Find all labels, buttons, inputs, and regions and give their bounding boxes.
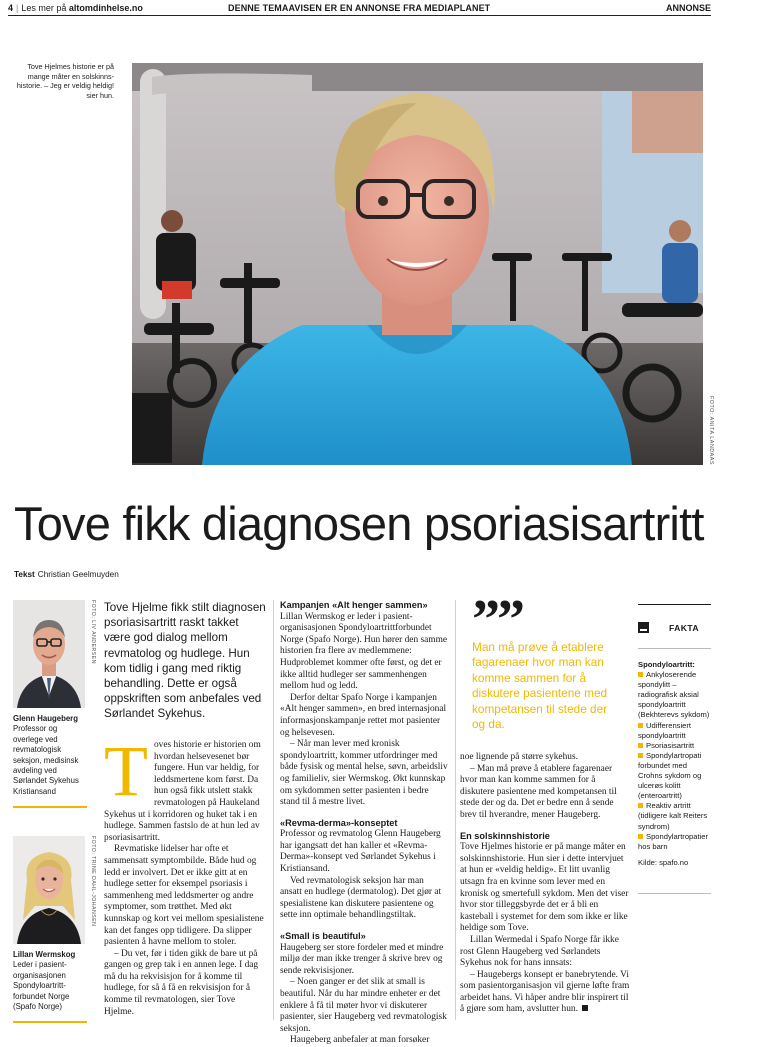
header-annonse-label: ANNONSE	[665, 3, 711, 13]
profile-rule	[13, 806, 87, 808]
fakta-list-item	[638, 751, 712, 801]
fakta-item-text: Spondylartropati forbundet med Crohns sykdom og ulcerøs kolitt (enteroartritt)	[638, 750, 702, 801]
profile-rule	[13, 1021, 87, 1023]
quote-mark-icon: ””	[472, 589, 522, 651]
bullet-square-icon	[638, 723, 643, 728]
header-domain-link[interactable]: altomdinhelse.no	[68, 3, 143, 13]
photo-credit: FOTO: ANITA LANDAAS	[708, 396, 714, 465]
profile-glenn-haugeberg	[13, 600, 87, 808]
paragraph: – Noen ganger er det slik at small is beautiful. Når du har mindre enheter er det enklere å få til møter hvor vi diskuterer pasienter, sier Haugeberg ved revmatologisk seksjon.	[280, 977, 447, 1034]
fakta-list-item	[638, 721, 712, 741]
subheading: Kampanjen «Alt henger sammen»	[280, 600, 428, 610]
fakta-item-text: Udifferensiert spondyloartritt	[638, 720, 692, 740]
fakta-icon	[638, 622, 649, 633]
pull-quote: Man må prøve å etablere fagarenaer hvor man kan komme sammen for å diskutere pasientene med kompetansen til stede der og da.	[472, 640, 608, 732]
gym-portrait-illustration	[132, 63, 703, 465]
woman-portrait-illustration	[13, 836, 85, 944]
paragraph-1	[104, 731, 266, 844]
bullet-square-icon	[638, 803, 643, 808]
paragraph: Haugeberg ser store fordeler med et mindre miljø der man ikke trenger å skrive brev og sende rekvisisjoner.	[280, 942, 444, 976]
subheading: «Small is beautiful»	[280, 931, 366, 942]
dropcap: T	[104, 731, 148, 811]
end-mark-icon	[582, 1005, 588, 1011]
header-rule	[8, 15, 711, 16]
byline	[14, 570, 119, 579]
profile-lillan-wermskog	[13, 836, 87, 1023]
profile-description: Professor og overlege ved revmatologisk seksjon, medisinsk avdeling ved Sørlandet Sykehus Kristiansand	[13, 724, 79, 796]
profile-name: Lillan Wermskog	[13, 950, 76, 959]
profile-credit-glenn: FOTO: LIV ANDERSEN	[90, 600, 96, 664]
subheading: En solskinnshistorie	[460, 830, 550, 841]
article-headline: Tove fikk diagnosen psoriasisartritt	[14, 497, 704, 550]
fakta-list-item	[638, 801, 712, 831]
paragraph: Haugeberg anbefaler at man forsøker	[290, 1035, 430, 1046]
header-prefix: Les mer på	[21, 3, 67, 13]
paragraph: Ved revmatologisk seksjon har man ansatt en hudlege (dermatolog). Det gjør at spesialistene kan diskutere pasientene og sette inn optimale behandlingstiltak.	[280, 875, 442, 921]
paragraph-last	[460, 970, 630, 1016]
paragraph-1-text: oves historie er historien om hvordan helsevesenet bør fungere. Hun var heldig, for leddsmertene kom først. Da hun også fikk utslett stakk revmatologen på Haukeland Sykehus ut i korridoren og huket tak i en hudlege. Sammen fastslo de at hun led av psoriasisartritt.	[104, 740, 261, 843]
fakta-body	[638, 660, 712, 868]
page-number: 4	[8, 3, 14, 13]
fakta-heading-text: FAKTA	[669, 623, 700, 633]
fakta-list-item	[638, 670, 712, 720]
page-header	[0, 0, 759, 14]
profile-name: Glenn Haugeberg	[13, 714, 78, 723]
bullet-square-icon	[638, 743, 643, 748]
paragraph: Lillan Wermskog er leder i pasient-organisasjonen Spondyloartrittforbundet Norge (Spafo Norge). Hun hører den samme historien fra flere av medlemmene: Hudproblemet kommer ofte først, og det er ikke alltid hudleger ser sammenhengen mellom hud og ledd.	[280, 611, 448, 692]
fakta-list-item	[638, 741, 712, 751]
byline-author: Christian Geelmuyden	[37, 570, 119, 579]
paragraph-last-text: – Haugebergs konsept er banebrytende. Vi som pasientorganisasjon vil gjerne løfte fram arbeidet hans. Vi håper andre blir inspirert til å gjøre som ham, avslutter hun.	[460, 969, 630, 1015]
fakta-item-text: Spondylartropatier hos barn	[638, 831, 709, 851]
paragraph: Lillan Wermedal i Spafo Norge får ikke rost Glenn Haugeberg ved Sørlandets Sykehus nok for hans innsats:	[460, 934, 619, 969]
profile-credit-lillan: FOTO: TRINE DAHL-JOHANSEN	[90, 836, 96, 927]
profile-photo-glenn	[13, 600, 85, 708]
paragraph: Derfor deltar Spafo Norge i kampanjen «Alt henger sammen», en bred internasjonal informasjonskampanje rettet mot pasienter og helsevesen.	[280, 692, 447, 738]
article-column-1	[104, 731, 266, 1018]
article-column-2	[280, 600, 448, 1047]
paragraph: noe lignende på større sykehus.	[460, 752, 578, 762]
article-column-3	[460, 752, 630, 1016]
bullet-square-icon	[638, 672, 643, 677]
man-portrait-illustration	[13, 600, 85, 708]
byline-label: Tekst	[14, 570, 35, 579]
fakta-heading	[638, 622, 699, 633]
header-separator: |	[16, 3, 19, 13]
main-photo	[132, 63, 703, 465]
header-left	[8, 1, 143, 15]
fakta-title: Spondyloartritt:	[638, 660, 695, 669]
article-lead: Tove Hjelme fikk stilt diagnosen psoriasisartritt raskt takket være god dialog mellom revmatolog og hudlege. Hun kom tidlig i gang med riktig behandling. Dette er også oppskriften som anbefales ved Sørlandet Sykehus.	[104, 601, 266, 721]
paragraph-3: – Du vet, før i tiden gikk de bare ut på gangen og grep tak i en annen lege. I dag må du ha rekvisisjon for å komme til hudlege, for så å få en rekvisisjon for å komme til revmatologen, sier Tove Hjelme.	[104, 948, 259, 1017]
fakta-source: Kilde: spafo.no	[638, 857, 689, 867]
profile-description: Leder i pasient-organisasjonen Spondyloartritt-forbundet Norge (Spafo Norge)	[13, 960, 70, 1012]
column-divider	[455, 600, 456, 1020]
paragraph: – Når man lever med kronisk spondyloartritt, kommer utfordringer med både fysisk og mental helse, søvn, arbeidsliv og familieliv, sier Wermskog. Økt kunnskap om sykdommen setter pasienten i bedre stand til å mestre livet.	[280, 739, 448, 808]
subheading: «Revma-derma»-konseptet	[280, 817, 398, 828]
paragraph-2: Revmatiske lidelser har ofte et sammensatt symptombilde. Både hud og ledd er involvert. Det er ikke gitt at en hudlege setter for eksempel psoriasis i sammenheng med leddsmerter og andre symptomer, som trøtthet. Med økt kunnskap og kort vei mellom spesialistene kan det fanges opp tidligere. Da slipper pasienten å havne mellom to stoler.	[104, 844, 264, 948]
profile-photo-lillan	[13, 836, 85, 944]
paragraph: Tove Hjelmes historie er på mange måter en solskinnshistorie. Hun sier i dette intervjuet at hun er «veldig heldig». Et litt uvanlig utsagn fra en kvinne som lever med en kronisk og smertefull sykdom. Men det viser hvor stor tilleggsbyrde det er å bli en kasteball i systemet for dem som ikke er like heldige som Tove.	[460, 842, 629, 934]
column-divider	[273, 600, 274, 1020]
fakta-bottom-rule	[638, 893, 711, 894]
header-center-text: DENNE TEMAAVISEN ER EN ANNONSE FRA MEDIAPLANET	[228, 3, 491, 13]
fakta-divider	[638, 648, 711, 649]
fakta-item-text: Psoriasisartritt	[646, 740, 695, 750]
paragraph: – Man må prøve å etablere fagarenaer hvor man kan komme sammen for å diskutere pasientene med kompetansen til stede der og da. Det er bedre enn å sende brev til hverandre, mener Haugeberg.	[460, 763, 617, 820]
fakta-item-text: Ankyloserende spondylitt – radiografisk aksial spondyloartritt (Bekhterevs sykdom)	[638, 670, 710, 720]
fakta-list-item	[638, 832, 712, 852]
fakta-item-text: Reaktiv artritt (tidligere kalt Reiters syndrom)	[638, 801, 708, 831]
bullet-square-icon	[638, 834, 643, 839]
photo-caption: Tove Hjelmes historie er på mange måter en solskinns-historie. – Jeg er veldig heldig! sier hun.	[16, 62, 114, 100]
bullet-square-icon	[638, 753, 643, 758]
paragraph: Professor og revmatolog Glenn Haugeberg har igangsatt det han kaller et «Revma-Derma»-konsept ved Sørlandet Sykehus i Kristiansand.	[280, 829, 441, 875]
fakta-top-rule	[638, 604, 711, 605]
